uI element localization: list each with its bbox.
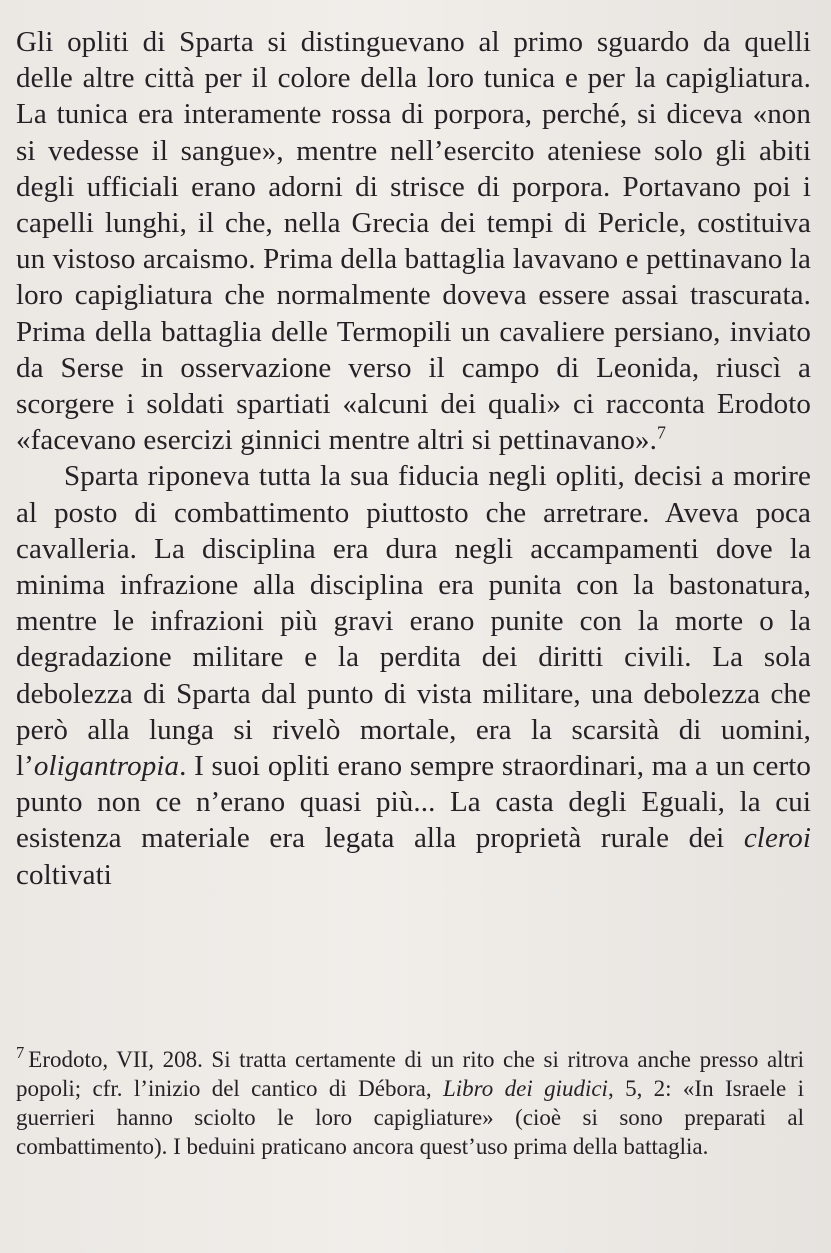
paragraph-2-text-2: . I suoi opliti erano sempre straordinari, ma a un certo punto non ce n’erano quasi più... La casta degli Eguali, la cui esistenza materiale era legata alla proprietà rurale dei xyxy=(16,750,811,855)
footnote-italic-title: Libro dei giudici xyxy=(442,1076,608,1101)
paragraph-1-text: Gli opliti di Sparta si distinguevano al primo sguardo da quelli delle altre città per il colore della loro tunica e per la capigliatura. La tunica era interamente rossa di porpora, perché, si diceva «non si vedesse il sangue», mentre nell’esercito ateniese solo gli abiti degli ufficiali erano adorni di strisce di porpora. Portavano poi i capelli lunghi, il che, nella Grecia dei tempi di Pericle, costituiva un vistoso arcaismo. Prima della battaglia lavavano e pettinavano la loro capigliatura che normalmente doveva essere assai trascurata. Prima della battaglia delle Termopili un cavaliere persiano, inviato da Serse in osservazione verso il campo di Leonida, riuscì a scorgere i soldati spartiati «alcuni dei quali» ci racconta Erodoto «facevano esercizi ginnici mentre altri si pettinavano». xyxy=(16,26,811,457)
footnote-reference: 7 xyxy=(656,422,667,443)
footnote-number: 7 xyxy=(16,1043,25,1063)
paragraph-2-text-1: Sparta riponeva tutta la sua fiducia negli opliti, decisi a morire al posto di combattimento piuttosto che arretrare. Aveva poca cavalleria. La disciplina era dura negli accampamenti dove la minima infrazione alla disciplina era punita con la bastonatura, mentre le infrazioni più gravi erano punite con la morte o la degradazione militare e la perdita dei diritti civili. La sola debolezza di Sparta dal punto di vista militare, una debolezza che però alla lunga si rivelò mortale, era la scarsità di uomini, l’ xyxy=(16,460,811,783)
footnote-text-1: Erodoto, VII, 208. Si tratta certamente di un rito che si ritrova anche presso altri popoli; cfr. l’inizio del cantico di Débora, xyxy=(16,1047,804,1101)
italic-term-cleroi: cleroi xyxy=(743,822,811,855)
main-text xyxy=(16,24,811,893)
paragraph-2-text-3: coltivati xyxy=(16,858,112,891)
footnote-text-2: , 5, 2: «In Israele i guerrieri hanno sciolto le loro capigliature» (cioè si sono preparati al combattimento). I beduini praticano ancora quest’uso prima della battaglia. xyxy=(16,1076,804,1159)
paragraph-2 xyxy=(16,458,811,892)
italic-term-oligantropia: oligantropia xyxy=(33,750,180,783)
footnote xyxy=(16,1045,804,1161)
paragraph-1 xyxy=(16,24,811,458)
